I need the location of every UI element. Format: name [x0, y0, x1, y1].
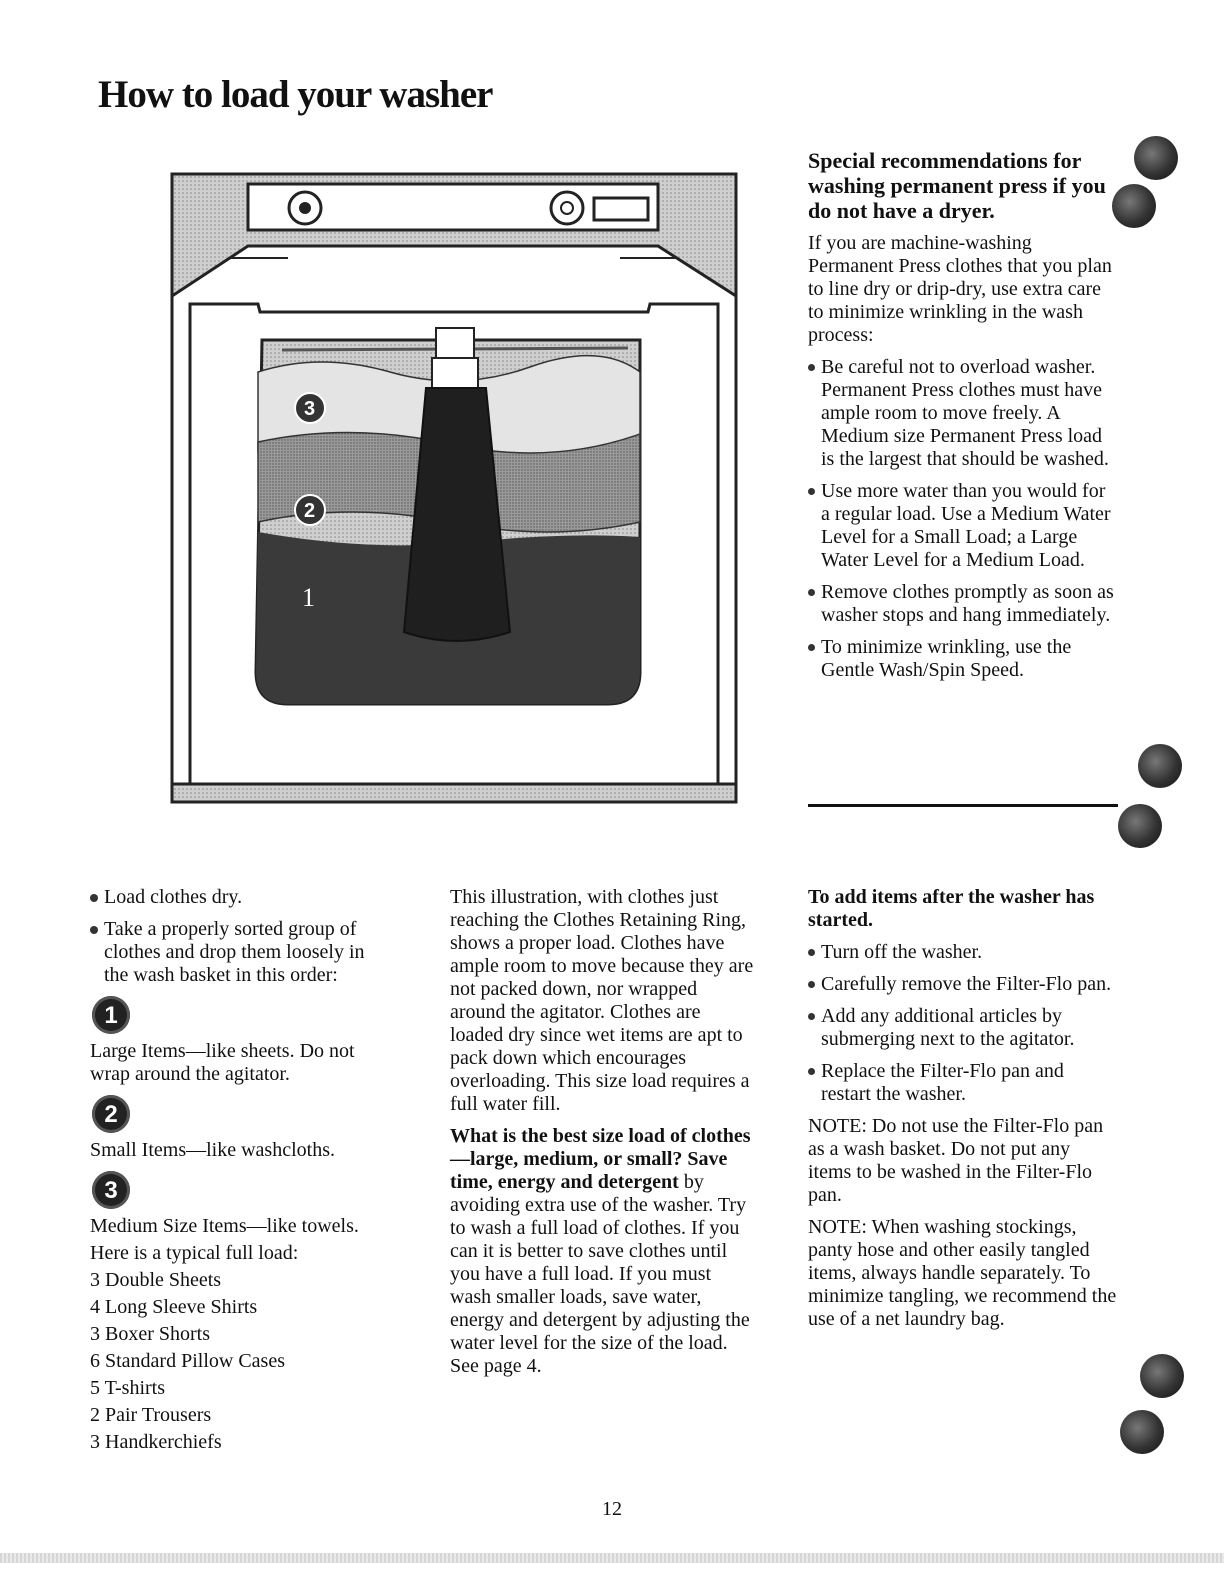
note-filter-flo: NOTE: Do not use the Filter-Flo pan as a wash basket. Do not put any items to be washed in the Filter-Flo pan. — [808, 1115, 1104, 1206]
list-item: Be careful not to overload washer. Permanent Press clothes must have ample room to move freely. A Medium size Permanent Press load is the largest that should be washed. — [808, 356, 1118, 471]
loading-instructions — [90, 886, 390, 1458]
page-title: How to load your washer — [98, 73, 493, 116]
list-item: Take a properly sorted group of clothes and drop them loosely in the wash basket in this order: — [90, 918, 390, 987]
typical-load-intro: Here is a typical full load: — [90, 1242, 299, 1264]
step-3-badge: 3 — [92, 1171, 130, 1209]
permanent-press-heading: Special recommendations for washing permanent press if you do not have a dryer. — [808, 148, 1106, 223]
scan-edge — [0, 1553, 1224, 1563]
add-items-section — [808, 886, 1118, 1340]
figure-label-1: 1 — [302, 583, 315, 612]
list-item: 2 Pair Trousers — [90, 1404, 212, 1426]
step-1-badge: 1 — [92, 996, 130, 1034]
list-item: 6 Standard Pillow Cases — [90, 1350, 285, 1372]
best-size-paragraph: What is the best size load of clothes—large, medium, or small? Save time, energy and detergent by avoiding extra use of the washer. Try to wash a full load of clothes. If you can it is better to save clothes until you have a full load. If you must wash smaller loads, save water, energy and detergent by adjusting the water level for the size of the load. See page 4. — [450, 1125, 751, 1377]
bullet-icon — [808, 981, 815, 988]
illustration-paragraph: This illustration, with clothes just reaching the Clothes Retaining Ring, shows a proper load. Clothes have ample room to move because they are not packed down, nor wrapped around the agitator. Clothes are loaded dry since wet items are apt to pack down which encourages overloading. This size load requires a full water fill. — [450, 886, 754, 1115]
list-item: 3 Double Sheets — [90, 1269, 222, 1291]
margin-tab-marker — [1138, 744, 1182, 788]
step-3-text: Medium Size Items—like towels. — [90, 1215, 359, 1237]
margin-tab-marker — [1112, 184, 1156, 228]
bullet-icon — [808, 589, 815, 596]
list-item: 3 Boxer Shorts — [90, 1323, 210, 1345]
margin-tab-marker — [1118, 804, 1162, 848]
margin-tab-marker — [1120, 1410, 1164, 1454]
margin-tab-marker — [1134, 136, 1178, 180]
step-2-text: Small Items—like washcloths. — [90, 1139, 335, 1161]
bullet-icon — [90, 926, 98, 934]
figure-label-3: 3 — [304, 398, 316, 420]
figure-label-2: 2 — [304, 500, 316, 522]
list-item: To minimize wrinkling, use the Gentle Wash/Spin Speed. — [808, 636, 1118, 682]
permanent-press-section — [808, 148, 1118, 691]
list-item: Use more water than you would for a regular load. Use a Medium Water Level for a Small Load; a Large Water Level for a Medium Load. — [808, 480, 1118, 572]
note-stockings: NOTE: When washing stockings, panty hose and other easily tangled items, always handle separately. To minimize tangling, we recommend the use of a net laundry bag. — [808, 1216, 1117, 1330]
permanent-press-intro: If you are machine-washing Permanent Press clothes that you plan to line dry or drip-dry, use extra care to minimize wrinkling in the wash process: — [808, 232, 1112, 346]
bullet-icon — [808, 364, 815, 371]
list-item: Load clothes dry. — [90, 886, 390, 909]
list-item: Remove clothes promptly as soon as washer stops and hang immediately. — [808, 581, 1118, 627]
list-item: 5 T-shirts — [90, 1377, 166, 1399]
list-item: Replace the Filter-Flo pan and restart the washer. — [808, 1060, 1118, 1106]
bullet-icon — [808, 1013, 815, 1020]
list-item: Turn off the washer. — [808, 941, 1118, 964]
list-item: 3 Handkerchiefs — [90, 1431, 222, 1453]
list-item: Add any additional articles by submerging next to the agitator. — [808, 1005, 1118, 1051]
step-2-badge: 2 — [92, 1095, 130, 1133]
step-1-text: Large Items—like sheets. Do not wrap around the agitator. — [90, 1040, 355, 1085]
bullet-icon — [808, 488, 815, 495]
list-item: Carefully remove the Filter-Flo pan. — [808, 973, 1118, 996]
washer-illustration — [170, 172, 738, 804]
page-number: 12 — [602, 1498, 622, 1520]
list-item: 4 Long Sleeve Shirts — [90, 1296, 258, 1318]
bullet-icon — [808, 1068, 815, 1075]
load-explanation — [450, 886, 756, 1387]
best-size-heading: What is the best size load of clothes—large, medium, or small? Save time, energy and detergent — [450, 1125, 751, 1193]
section-divider — [808, 804, 1118, 807]
add-items-heading: To add items after the washer has started. — [808, 886, 1095, 931]
margin-tab-marker — [1140, 1354, 1184, 1398]
bullet-icon — [808, 644, 815, 651]
bullet-icon — [808, 949, 815, 956]
bullet-icon — [90, 894, 98, 902]
